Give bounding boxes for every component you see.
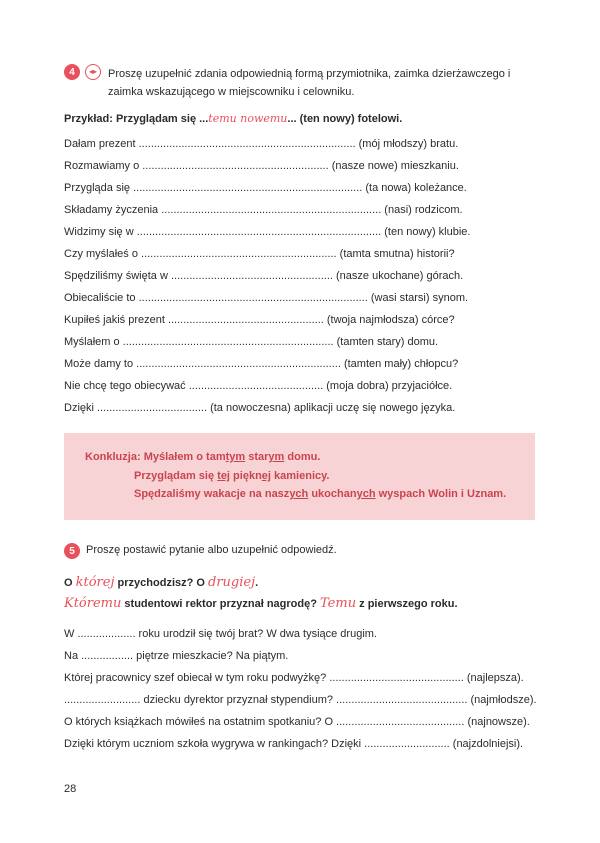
exercise-line[interactable]: Widzimy się w ................................................................................ (ten nowy) klubie.: [64, 226, 471, 238]
audio-arrows-icon[interactable]: ◂▸: [85, 64, 101, 80]
exercise-5-instruction: Proszę postawić pytanie albo uzupełnić odpowiedź.: [86, 544, 337, 556]
exercise-line[interactable]: Czy myślałeś o ................................................................ (tamta smutna) historii?: [64, 248, 455, 260]
exercise-line[interactable]: Rozmawiamy o ............................................................. (nasze nowe) mieszkaniu.: [64, 160, 459, 172]
exercise-line[interactable]: Dzięki którym uczniom szkoła wygrywa w rankingach? Dzięki ............................ (najzdolniejsi).: [64, 738, 524, 750]
konkluzja-label: Konkluzja:: [85, 451, 141, 463]
example-answer: temu nowemu: [208, 112, 288, 125]
exercise-line[interactable]: ......................... dziecku dyrektor przyznał stypendium? ........................................... (najmłodsze).: [64, 694, 537, 706]
exercise-4-example: Przykład: Przyglądam się ...temu nowemu... (ten nowy) fotelowi.: [64, 112, 403, 125]
konkluzja-line-3: Spędzaliśmy wakacje na naszych ukochanych wyspach Wolin i Uznam.: [134, 488, 507, 500]
exercise-line[interactable]: O których książkach mówiłeś na ostatnim spotkaniu? O .......................................... (najnowsze).: [64, 716, 530, 728]
exercise-number-badge: 5: [64, 543, 80, 559]
exercise-line[interactable]: W ................... roku urodził się twój brat? W dwa tysiące drugim.: [64, 628, 377, 640]
exercise-number-badge: 4: [64, 64, 80, 80]
exercise-line[interactable]: Myślałem o ..................................................................... (tamten stary) domu.: [64, 336, 439, 348]
exercise-line[interactable]: Której pracownicy szef obiecał w tym roku podwyżkę? ............................................ (najlepsza).: [64, 672, 524, 684]
exercise-line[interactable]: Nie chcę tego obiecywać ............................................ (moja dobra) przyjaciółce.: [64, 380, 453, 392]
exercise-line[interactable]: Przygląda się ........................................................................... (ta nowa) koleżance.: [64, 182, 467, 194]
exercise-line[interactable]: Kupiłeś jakiś prezent ................................................... (twoja najmłodsza) córce?: [64, 314, 455, 326]
konkluzja-line-2: Przyglądam się tej pięknej kamienicy.: [134, 470, 330, 482]
exercise-line[interactable]: Składamy życzenia ........................................................................ (nasi) rodzicom.: [64, 204, 463, 216]
page-number: 28: [64, 783, 77, 795]
konkluzja-box: [64, 433, 535, 520]
konkluzja-line-1: Konkluzja: Myślałem o tamtym starym domu.: [85, 451, 321, 463]
exercise-line[interactable]: Obiecaliście to ........................................................................... (wasi starsi) synom.: [64, 292, 469, 304]
exercise-line[interactable]: Na ................. piętrze mieszkacie? Na piątym.: [64, 650, 289, 662]
exercise-5-example-2: Któremu studentowi rektor przyznał nagrodę? Temu z pierwszego roku.: [64, 596, 458, 611]
exercise-5-example-1: O której przychodzisz? O drugiej.: [64, 575, 259, 590]
exercise-line[interactable]: Dałam prezent ....................................................................... (mój młodszy) bratu.: [64, 138, 459, 150]
exercise-line[interactable]: Może damy to ................................................................... (tamten mały) chłopcu?: [64, 358, 459, 370]
exercise-line[interactable]: Dzięki .................................... (ta nowoczesna) aplikacji uczę się nowego języka.: [64, 402, 456, 414]
exercise-4-instruction: Proszę uzupełnić zdania odpowiednią formą przymiotnika, zaimka dzierżawczego i zaimka wskazującego w miejscowniku i celowniku.: [108, 68, 511, 98]
exercise-line[interactable]: Spędziliśmy święta w ..................................................... (nasze ukochane) górach.: [64, 270, 464, 282]
